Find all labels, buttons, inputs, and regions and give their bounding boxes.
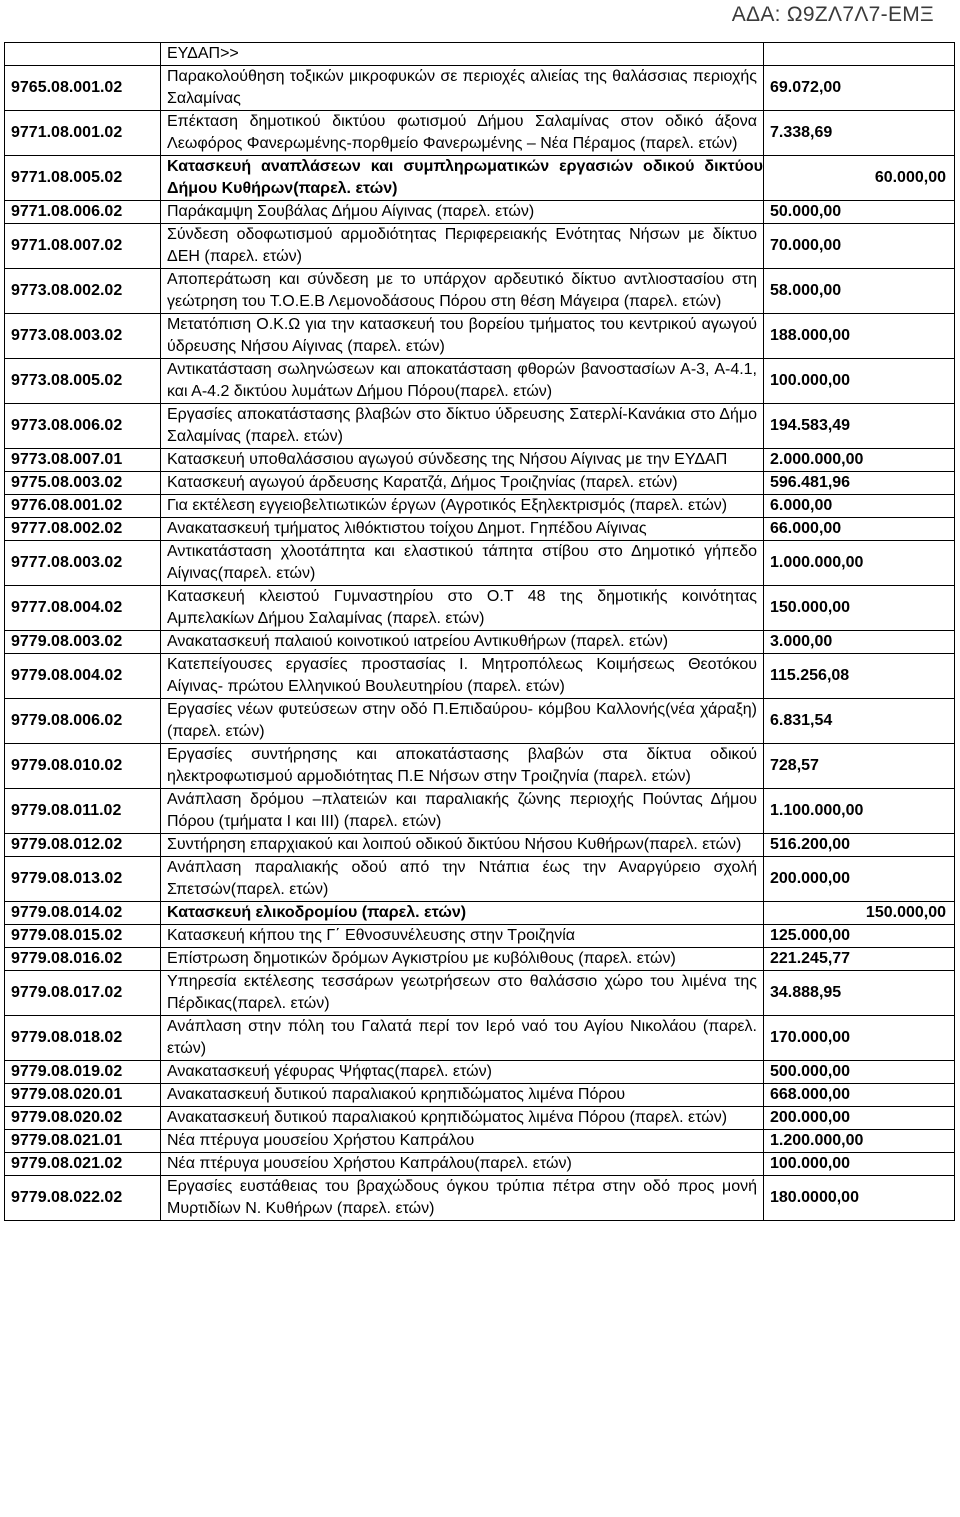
item-amount: 100.000,00 [764, 1153, 955, 1176]
table-row [5, 857, 955, 902]
item-amount: 1.200.000,00 [764, 1130, 955, 1153]
item-code: 9779.08.017.02 [5, 971, 161, 1016]
table-row [5, 1130, 955, 1153]
item-amount: 2.000.000,00 [764, 449, 955, 472]
item-amount: 221.245,77 [764, 948, 955, 971]
item-code: 9775.08.003.02 [5, 472, 161, 495]
item-amount: 58.000,00 [764, 269, 955, 314]
item-code: 9779.08.004.02 [5, 654, 161, 699]
table-row [5, 224, 955, 269]
table-row [5, 631, 955, 654]
table-row [5, 43, 955, 66]
item-description: Σύνδεση οδοφωτισμού αρμοδιότητας Περιφερειακής Ενότητας Νήσων με δίκτυο ΔΕΗ (παρελ. ετών) [161, 224, 764, 269]
item-code: 9779.08.013.02 [5, 857, 161, 902]
item-amount: 7.338,69 [764, 111, 955, 156]
item-amount: 200.000,00 [764, 857, 955, 902]
item-code: 9779.08.021.02 [5, 1153, 161, 1176]
item-description: Επίστρωση δημοτικών δρόμων Αγκιστρίου με κυβόλιθους (παρελ. ετών) [161, 948, 764, 971]
item-description: Παράκαμψη Σουβάλας Δήμου Αίγινας (παρελ. ετών) [161, 201, 764, 224]
item-amount: 1.000.000,00 [764, 541, 955, 586]
item-code: 9771.08.006.02 [5, 201, 161, 224]
item-amount: 728,57 [764, 744, 955, 789]
item-amount: 6.831,54 [764, 699, 955, 744]
item-amount: 50.000,00 [764, 201, 955, 224]
item-description: Εργασίες συντήρησης και αποκατάστασης βλαβών στα δίκτυα οδικού ηλεκτροφωτισμού αρμοδιότητας Π.Ε Νήσων στην Τροιζηνία (παρελ. ετών) [161, 744, 764, 789]
item-amount: 1.100.000,00 [764, 789, 955, 834]
table-row [5, 948, 955, 971]
item-code: 9779.08.014.02 [5, 902, 161, 925]
item-code: 9776.08.001.02 [5, 495, 161, 518]
table-row [5, 834, 955, 857]
item-code: 9779.08.018.02 [5, 1016, 161, 1061]
item-amount: 188.000,00 [764, 314, 955, 359]
item-description: Κατασκευή κλειστού Γυμναστηρίου στο Ο.Τ 48 της δημοτικής κοινότητας Αμπελακίων Δήμου Σαλαμίνας (παρελ. ετών) [161, 586, 764, 631]
item-code: 9773.08.007.01 [5, 449, 161, 472]
item-amount: 150.000,00 [764, 586, 955, 631]
item-code: 9779.08.019.02 [5, 1061, 161, 1084]
item-description: Ανακατασκευή τμήματος λιθόκτιστου τοίχου Δημοτ. Γηπέδου Αίγινας [161, 518, 764, 541]
table-row [5, 586, 955, 631]
item-code: 9773.08.002.02 [5, 269, 161, 314]
table-row [5, 1061, 955, 1084]
budget-table [4, 42, 955, 1221]
item-amount: 100.000,00 [764, 359, 955, 404]
item-code: 9779.08.012.02 [5, 834, 161, 857]
item-amount: 115.256,08 [764, 654, 955, 699]
table-row [5, 789, 955, 834]
budget-table-body [5, 43, 955, 1221]
table-row [5, 269, 955, 314]
item-description: Εργασίες αποκατάστασης βλαβών στο δίκτυο ύδρευσης Σατερλί-Κανάκια στο Δήμο Σαλαμίνας (παρελ. ετών) [161, 404, 764, 449]
item-amount: 34.888,95 [764, 971, 955, 1016]
item-code: 9779.08.020.01 [5, 1084, 161, 1107]
item-description: Αντικατάσταση χλοοτάπητα και ελαστικού τάπητα στίβου στο Δημοτικό γήπεδο Αίγινας(παρελ. ετών) [161, 541, 764, 586]
item-description: Κατασκευή κήπου της Γ΄ Εθνοσυνέλευσης στην Τροιζηνία [161, 925, 764, 948]
table-row [5, 744, 955, 789]
item-code: 9771.08.005.02 [5, 156, 161, 201]
item-amount: 125.000,00 [764, 925, 955, 948]
item-amount: 596.481,96 [764, 472, 955, 495]
item-description: Εργασίες νέων φυτεύσεων στην οδό Π.Επιδαύρου- κόμβου Καλλονής(νέα χάραξη) (παρελ. ετών) [161, 699, 764, 744]
item-description: Ανακατασκευή δυτικού παραλιακού κρηπιδώματος λιμένα Πόρου [161, 1084, 764, 1107]
table-row [5, 495, 955, 518]
item-amount [764, 43, 955, 66]
item-amount: 516.200,00 [764, 834, 955, 857]
item-code: 9779.08.016.02 [5, 948, 161, 971]
item-code: 9765.08.001.02 [5, 66, 161, 111]
table-row [5, 404, 955, 449]
item-description: Αντικατάσταση σωληνώσεων και αποκατάσταση φθορών βανοστασίων Α-3, Α-4.1, και Α-4.2 δικτύου λυμάτων Δήμου Πόρου(παρελ. ετών) [161, 359, 764, 404]
item-code: 9771.08.001.02 [5, 111, 161, 156]
item-amount: 6.000,00 [764, 495, 955, 518]
item-description: Κατασκευή υποθαλάσσιου αγωγού σύνδεσης της Νήσου Αίγινας με την ΕΥΔΑΠ [161, 449, 764, 472]
table-row [5, 541, 955, 586]
table-row [5, 902, 955, 925]
item-code: 9777.08.004.02 [5, 586, 161, 631]
item-code: 9773.08.005.02 [5, 359, 161, 404]
item-code: 9771.08.007.02 [5, 224, 161, 269]
table-row [5, 699, 955, 744]
item-code: 9779.08.006.02 [5, 699, 161, 744]
item-amount: 3.000,00 [764, 631, 955, 654]
item-description: Κατασκευή ελικοδρομίου (παρελ. ετών) [161, 902, 764, 925]
table-row [5, 472, 955, 495]
item-description: Νέα πτέρυγα μουσείου Χρήστου Καπράλου [161, 1130, 764, 1153]
item-description: ΕΥΔΑΠ>> [161, 43, 764, 66]
item-amount: 69.072,00 [764, 66, 955, 111]
item-amount: 180.0000,00 [764, 1176, 955, 1221]
item-code: 9777.08.002.02 [5, 518, 161, 541]
item-description: Αποπεράτωση και σύνδεση με το υπάρχον αρδευτικό δίκτυο αντλιοστασίου στη γεώτρηση του Τ.Ο.Ε.Β Λεμονοδάσους Πόρου στη θέση Μάγειρα (παρελ. ετών) [161, 269, 764, 314]
table-row [5, 66, 955, 111]
item-amount: 170.000,00 [764, 1016, 955, 1061]
item-code: 9779.08.003.02 [5, 631, 161, 654]
table-row [5, 1176, 955, 1221]
item-amount: 60.000,00 [764, 156, 955, 201]
table-row [5, 925, 955, 948]
ada-code: ΑΔΑ: Ω9ΖΛ7Λ7-ΕΜΞ [731, 3, 934, 26]
item-code: 9779.08.020.02 [5, 1107, 161, 1130]
item-code: 9773.08.003.02 [5, 314, 161, 359]
item-description: Κατασκευή αγωγού άρδευσης Καρατζά, Δήμος Τροιζηνίας (παρελ. ετών) [161, 472, 764, 495]
item-code: 9777.08.003.02 [5, 541, 161, 586]
item-code: 9779.08.010.02 [5, 744, 161, 789]
table-row [5, 201, 955, 224]
item-code [5, 43, 161, 66]
table-row [5, 971, 955, 1016]
item-description: Ανάπλαση στην πόλη του Γαλατά περί τον Ιερό ναό του Αγίου Νικολάου (παρελ. ετών) [161, 1016, 764, 1061]
table-row [5, 156, 955, 201]
table-row [5, 1153, 955, 1176]
item-code: 9779.08.015.02 [5, 925, 161, 948]
item-description: Μετατόπιση Ο.Κ.Ω για την κατασκευή του βορείου τμήματος του κεντρικού αγωγού ύδρευσης Νήσου Αίγινας (παρελ. ετών) [161, 314, 764, 359]
item-description: Υπηρεσία εκτέλεσης τεσσάρων γεωτρήσεων στο θαλάσσιο χώρο του λιμένα της Πέρδικας(παρελ. ετών) [161, 971, 764, 1016]
item-description: Εργασίες ευστάθειας του βραχώδους όγκου τρύπια πέτρα στην οδό προς μονή Μυρτιδίων Ν. Κυθήρων (παρελ. ετών) [161, 1176, 764, 1221]
item-amount: 150.000,00 [764, 902, 955, 925]
item-amount: 66.000,00 [764, 518, 955, 541]
table-row [5, 359, 955, 404]
table-row [5, 654, 955, 699]
item-code: 9779.08.011.02 [5, 789, 161, 834]
item-amount: 200.000,00 [764, 1107, 955, 1130]
item-description: Ανακατασκευή δυτικού παραλιακού κρηπιδώματος λιμένα Πόρου (παρελ. ετών) [161, 1107, 764, 1130]
item-description: Για εκτέλεση εγγειοβελτιωτικών έργων (Αγροτικός Εξηλεκτρισμός (παρελ. ετών) [161, 495, 764, 518]
table-row [5, 314, 955, 359]
item-code: 9773.08.006.02 [5, 404, 161, 449]
table-row [5, 111, 955, 156]
table-row [5, 518, 955, 541]
item-description: Νέα πτέρυγα μουσείου Χρήστου Καπράλου(παρελ. ετών) [161, 1153, 764, 1176]
item-amount: 500.000,00 [764, 1061, 955, 1084]
item-description: Ανάπλαση δρόμου –πλατειών και παραλιακής ζώνης περιοχής Πούντας Δήμου Πόρου (τμήματα Ι και ΙΙΙ) (παρελ. ετών) [161, 789, 764, 834]
item-description: Ανακατασκευή γέφυρας Ψήφτας(παρελ. ετών) [161, 1061, 764, 1084]
item-description: Ανακατασκευή παλαιού κοινοτικού ιατρείου Αντικυθήρων (παρελ. ετών) [161, 631, 764, 654]
item-description: Επέκταση δημοτικού δικτύου φωτισμού Δήμου Σαλαμίνας στον οδικό άξονα Λεωφόρος Φανερωμένης-πορθμείο Φανερωμένης – Νέα Πέραμος (παρελ. ετών) [161, 111, 764, 156]
item-description: Παρακολούθηση τοξικών μικροφυκών σε περιοχές αλιείας της θαλάσσιας περιοχής Σαλαμίνας [161, 66, 764, 111]
item-description: Συντήρηση επαρχιακού και λοιπού οδικού δικτύου Νήσου Κυθήρων(παρελ. ετών) [161, 834, 764, 857]
table-row [5, 1107, 955, 1130]
item-description: Κατεπείγουσες εργασίες προστασίας Ι. Μητροπόλεως Κοιμήσεως Θεοτόκου Αίγινας- πρώτου Ελληνικού Βουλευτηρίου (παρελ. ετών) [161, 654, 764, 699]
table-row [5, 1016, 955, 1061]
item-amount: 194.583,49 [764, 404, 955, 449]
item-amount: 70.000,00 [764, 224, 955, 269]
item-description: Κατασκευή αναπλάσεων και συμπληρωματικών εργασιών οδικού δικτύου Δήμου Κυθήρων(παρελ. ετών) [161, 156, 764, 201]
table-row [5, 449, 955, 472]
item-code: 9779.08.021.01 [5, 1130, 161, 1153]
item-amount: 668.000,00 [764, 1084, 955, 1107]
item-description: Ανάπλαση παραλιακής οδού από την Ντάπια έως την Αναργύρειο σχολή Σπετσών(παρελ. ετών) [161, 857, 764, 902]
item-code: 9779.08.022.02 [5, 1176, 161, 1221]
table-row [5, 1084, 955, 1107]
